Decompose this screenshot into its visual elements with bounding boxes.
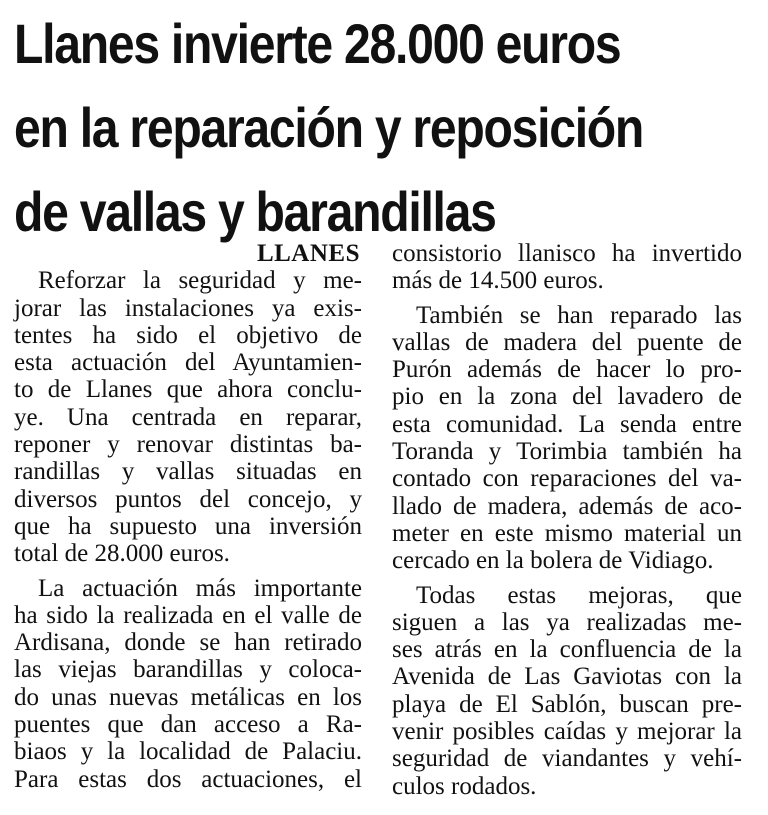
body-line: meter en este mismo material un — [392, 519, 742, 547]
paragraph-gap — [392, 575, 742, 582]
body-line: Reforzar la seguridad y me- — [38, 267, 362, 295]
body-line: cercado en la bolera de Vidiago. — [392, 547, 714, 575]
body-line: siguen a las ya realizadas me- — [392, 608, 742, 636]
body-line: contado con reparaciones del va- — [392, 465, 742, 493]
body-line: do unas nuevas metálicas en los — [14, 683, 362, 711]
headline-line: Llanes invierte 28.000 euros — [14, 12, 621, 75]
headline — [14, 2, 655, 254]
body-line: Avenida de Las Gaviotas con la — [392, 663, 742, 691]
body-line: randillas y vallas situadas en — [14, 458, 362, 486]
body-line: Todas estas mejoras, que — [416, 581, 742, 609]
body-line: reponer y renovar distintas ba- — [14, 431, 362, 459]
body-line: La actuación más importante — [38, 574, 362, 602]
body-line: biaos y la localidad de Palaciu. — [14, 738, 362, 766]
body-line: jorar las instalaciones ya exis- — [14, 294, 362, 322]
body-line: ye. Una centrada en reparar, — [14, 403, 362, 431]
body-line: venir posibles caídas y mejorar la — [392, 718, 742, 746]
body-line: ha sido la realizada en el valle de — [14, 601, 362, 629]
body-line: Toranda y Torimbia también ha — [392, 438, 742, 466]
dateline: LLANES — [256, 240, 360, 267]
body-line: esta actuación del Ayuntamien- — [14, 349, 362, 377]
body-line: seguridad de viandantes y vehí- — [392, 745, 742, 773]
body-line: más de 14.500 euros. — [392, 267, 604, 295]
body-line: Purón además de hacer lo pro- — [392, 356, 742, 384]
body-line: llado de madera, además de aco- — [392, 492, 742, 520]
body-line: consistorio llanisco ha invertido — [392, 240, 742, 267]
body-line: playa de El Sablón, buscan pre- — [392, 690, 742, 718]
body-line: Para estas dos actuaciones, el — [14, 765, 362, 793]
body-line: puentes que dan acceso a Ra- — [14, 711, 362, 739]
body-line: vallas de madera del puente de — [392, 328, 742, 356]
body-line: También se han reparado las — [416, 301, 742, 329]
headline-line: de vallas y barandillas — [14, 180, 496, 243]
body-line: ses atrás en la confluencia de la — [392, 636, 742, 664]
body-line: Ardisana, donde se han retirado — [14, 629, 362, 657]
body-line: diversos puntos del concejo, y — [14, 485, 362, 513]
body-line: tentes ha sido el objetivo de — [14, 321, 362, 349]
article-column-left — [14, 240, 362, 793]
body-line: las viejas barandillas y coloca- — [14, 656, 362, 684]
body-line: total de 28.000 euros. — [14, 540, 230, 568]
headline-line: en la reparación y reposición — [14, 96, 644, 159]
body-line: culos rodados. — [392, 772, 537, 800]
paragraph-gap — [14, 568, 362, 575]
body-line: que ha supuesto una inversión — [14, 512, 362, 540]
body-line: pio en la zona del lavadero de — [392, 383, 742, 411]
body-line: to de Llanes que ahora conclu- — [14, 376, 362, 404]
paragraph-gap — [392, 295, 742, 302]
body-line: esta comunidad. La senda entre — [392, 410, 742, 438]
article-column-right — [392, 240, 742, 800]
